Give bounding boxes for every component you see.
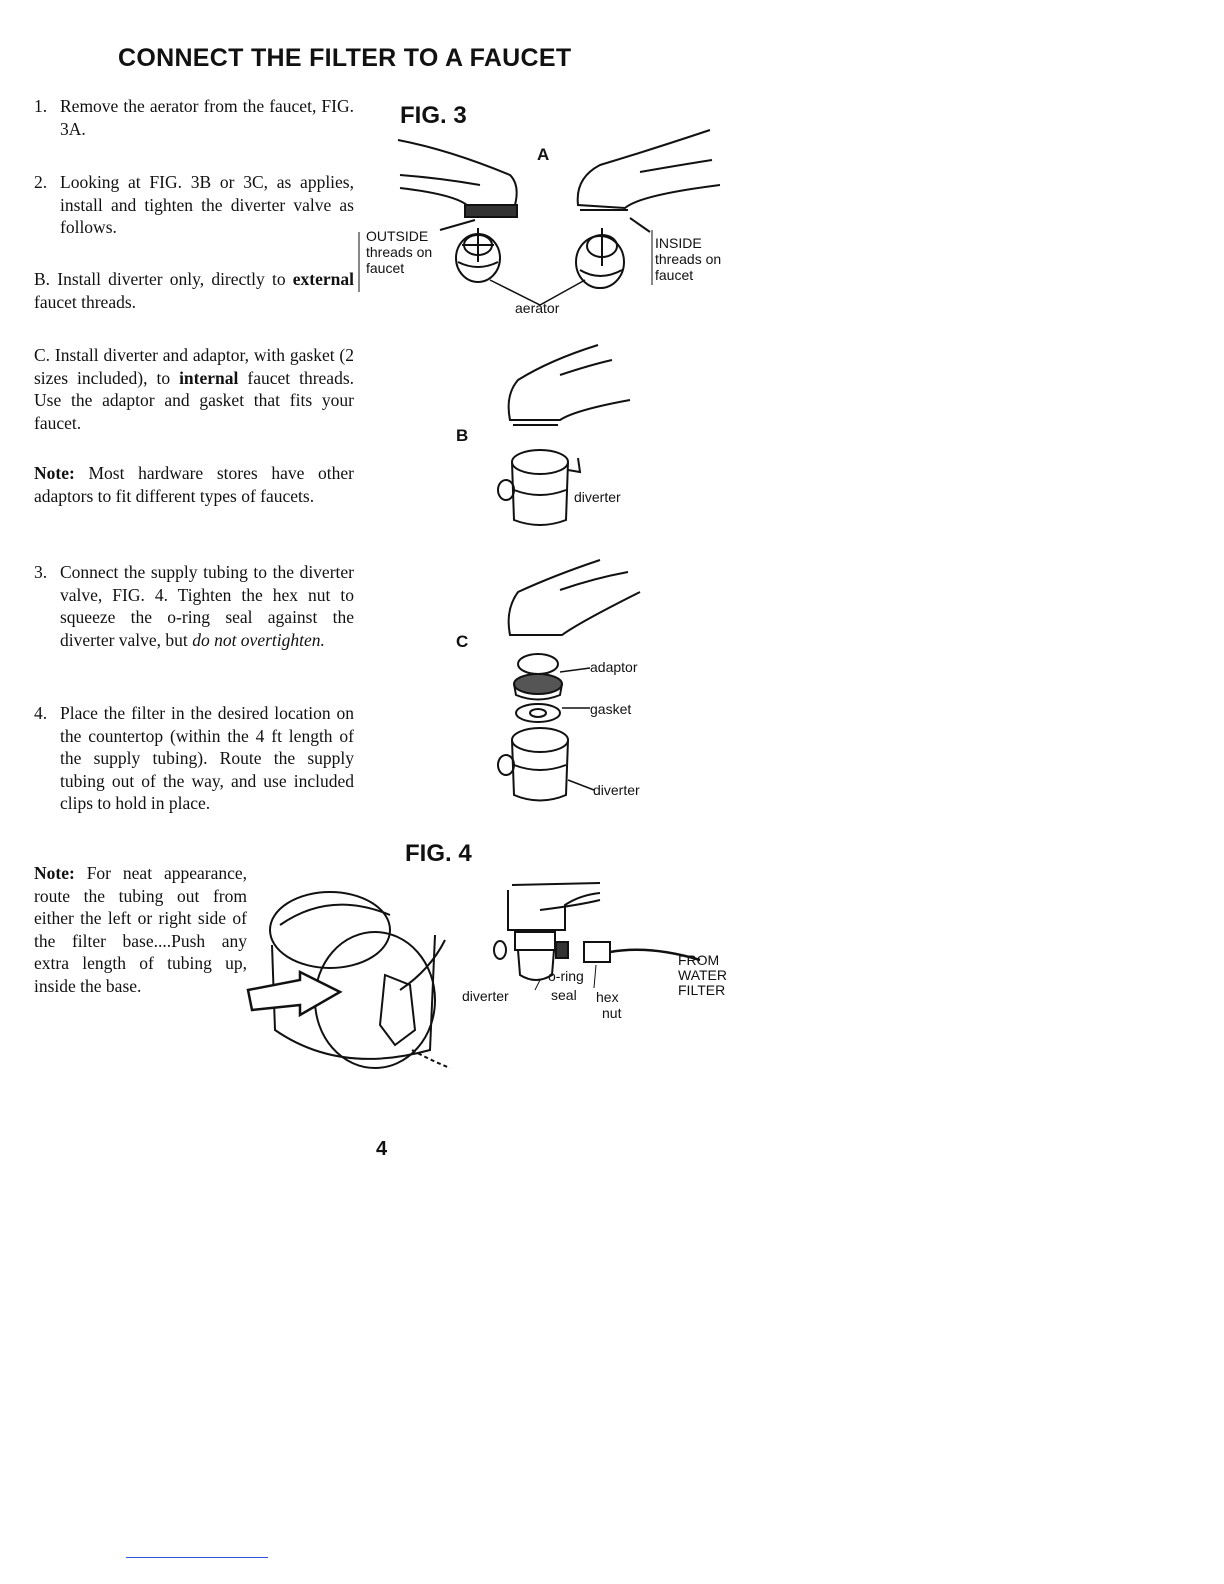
filter-base-illustration <box>248 892 450 1068</box>
step-number: 2. <box>34 172 48 192</box>
gasket-label: gasket <box>590 701 632 717</box>
note-text: For neat appearance, route the tubing out from either the left or right side of the filter base....Push any extra length of tubing up, inside the base. <box>34 863 247 996</box>
faucet-inside-threads-illustration <box>576 130 720 288</box>
fig3-title: FIG. 3 <box>400 102 467 129</box>
step-text: Place the filter in the desired location on the countertop (within the 4 ft length of the supply tubing). Route the supply tubing out of the way, and use included clips to hold in place. <box>60 703 354 813</box>
faucet-outside-threads-illustration <box>398 140 517 282</box>
fig4-title: FIG. 4 <box>405 840 472 867</box>
page-heading: CONNECT THE FILTER TO A FAUCET <box>118 44 572 72</box>
step-text: Remove the aerator from the faucet, FIG. 3A. <box>60 96 354 139</box>
outside-label: OUTSIDE <box>366 228 429 244</box>
outside-sub-label: threads on faucet <box>366 244 433 276</box>
fig3-label-a: A <box>537 145 550 164</box>
instruction-b-prefix: B. Install diverter only, directly to <box>34 269 293 289</box>
hex-label: hex <box>596 989 619 1005</box>
step-number: 4. <box>34 703 48 723</box>
diverter-only-illustration <box>498 345 630 525</box>
step-text: Looking at FIG. 3B or 3C, as applies, install and tighten the diverter valve as follows. <box>60 172 354 237</box>
instruction-c-prefix: C. Install diverter and adaptor, with gasket (2 sizes included), to <box>34 345 354 388</box>
diverter-c-label: diverter <box>593 782 640 798</box>
water-label: WATER <box>678 967 727 983</box>
adaptor-label: adaptor <box>590 659 638 675</box>
step-number: 1. <box>34 96 48 116</box>
page-number: 4 <box>376 1138 388 1160</box>
fig3-label-b: B <box>456 426 469 445</box>
nut-label: nut <box>602 1005 622 1021</box>
note-label: Note: <box>34 863 75 883</box>
diverter-tubing-illustration <box>494 883 700 990</box>
diverter-b-label: diverter <box>574 489 621 505</box>
inside-label: INSIDE <box>655 235 702 251</box>
step-emphasis: do not overtighten. <box>192 629 325 650</box>
from-label: FROM <box>678 952 720 968</box>
instruction-c-suffix: faucet threads. Use the adaptor and gasket that fits your faucet. <box>34 367 355 433</box>
fig3-label-c: C <box>456 632 469 651</box>
fig4-diverter-label: diverter <box>462 988 509 1004</box>
instruction-b-emphasis: external <box>292 269 354 289</box>
aerator-label: aerator <box>515 300 560 316</box>
step-text: Connect the supply tubing to the diverter valve, FIG. 4. Tighten the hex nut to squeeze the o-ring seal against the diverter valve, but <box>60 562 354 650</box>
instruction-b-suffix: faucet threads. <box>34 291 137 312</box>
seal-label: seal <box>551 987 577 1003</box>
step-number: 3. <box>34 562 48 582</box>
footer-rule <box>126 1557 268 1558</box>
oring-label: o-ring <box>548 968 584 984</box>
diverter-adaptor-gasket-illustration <box>498 560 640 801</box>
filter-label: FILTER <box>678 982 726 998</box>
note-text: Most hardware stores have other adaptors to fit different types of faucets. <box>34 463 354 506</box>
inside-sub-label: threads on faucet <box>655 251 722 283</box>
instruction-c-emphasis: internal <box>179 367 239 388</box>
note-label: Note: <box>34 463 75 483</box>
